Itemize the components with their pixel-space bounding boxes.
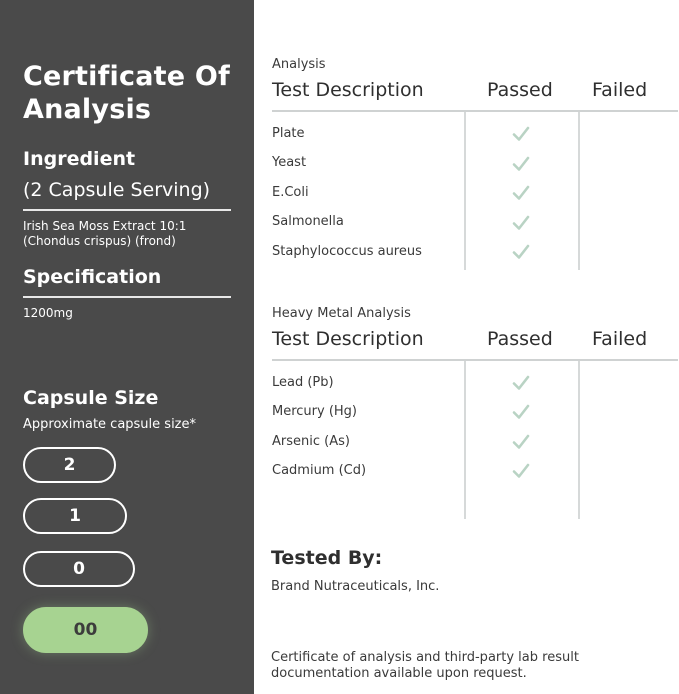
check-icon — [512, 185, 530, 201]
table-row-label: Cadmium (Cd) — [272, 463, 367, 478]
table-row-label: Mercury (Hg) — [272, 404, 358, 419]
table-divider — [464, 112, 466, 270]
capsule-size-heading: Capsule Size — [23, 387, 159, 409]
capsule-size-1 — [23, 498, 127, 534]
capsule-size-00 — [23, 607, 148, 653]
capsule-size-2 — [23, 447, 116, 483]
table-row-label: Salmonella — [272, 214, 344, 229]
table-row-label: Staphylococcus aureus — [272, 244, 422, 259]
check-icon — [512, 463, 530, 479]
table-divider — [578, 361, 580, 519]
column-header-passed: Passed — [487, 79, 553, 101]
specification-heading: Specification — [23, 266, 162, 288]
table-row-label: Plate — [272, 126, 305, 141]
tested-by-name: Brand Nutraceuticals, Inc. — [271, 579, 440, 594]
capsule-size-label: 00 — [73, 620, 98, 640]
table-divider — [578, 112, 580, 270]
footnote: Certificate of analysis and third-party lab result documentation available upon request. — [271, 650, 579, 681]
tested-by-heading: Tested By: — [271, 547, 383, 569]
table-divider — [464, 361, 466, 519]
page-title: Certificate Of Analysis — [23, 61, 230, 125]
column-header-description: Test Description — [272, 79, 424, 101]
check-icon — [512, 244, 530, 260]
check-icon — [512, 156, 530, 172]
check-icon — [512, 404, 530, 420]
check-icon — [512, 434, 530, 450]
capsule-size-label: 0 — [73, 559, 85, 579]
check-icon — [512, 215, 530, 231]
column-header-failed: Failed — [592, 79, 648, 101]
check-icon — [512, 375, 530, 391]
specification-value: 1200mg — [23, 306, 73, 320]
capsule-size-label: 2 — [63, 455, 76, 475]
column-header-description: Test Description — [272, 328, 424, 350]
capsule-size-0 — [23, 551, 135, 587]
table-row-label: E.Coli — [272, 185, 309, 200]
divider — [23, 209, 231, 211]
column-header-failed: Failed — [592, 328, 648, 350]
sidebar — [0, 0, 254, 694]
ingredient-heading: Ingredient — [23, 148, 136, 170]
main-content — [254, 0, 679, 694]
ingredient-name: Irish Sea Moss Extract 10:1 (Chondus crispus) (frond) — [23, 219, 187, 248]
table-row-label: Lead (Pb) — [272, 375, 334, 390]
analysis-section-label: Analysis — [272, 57, 326, 72]
column-header-passed: Passed — [487, 328, 553, 350]
capsule-size-label: 1 — [69, 506, 81, 526]
table-header-rule — [272, 110, 678, 112]
table-row-label: Arsenic (As) — [272, 434, 350, 449]
table-row-label: Yeast — [272, 155, 307, 170]
check-icon — [512, 126, 530, 142]
capsule-size-note: Approximate capsule size* — [23, 417, 196, 432]
serving-label: (2 Capsule Serving) — [23, 179, 211, 201]
divider — [23, 296, 231, 298]
table-header-rule — [272, 359, 678, 361]
heavy-metal-section-label: Heavy Metal Analysis — [272, 306, 411, 321]
